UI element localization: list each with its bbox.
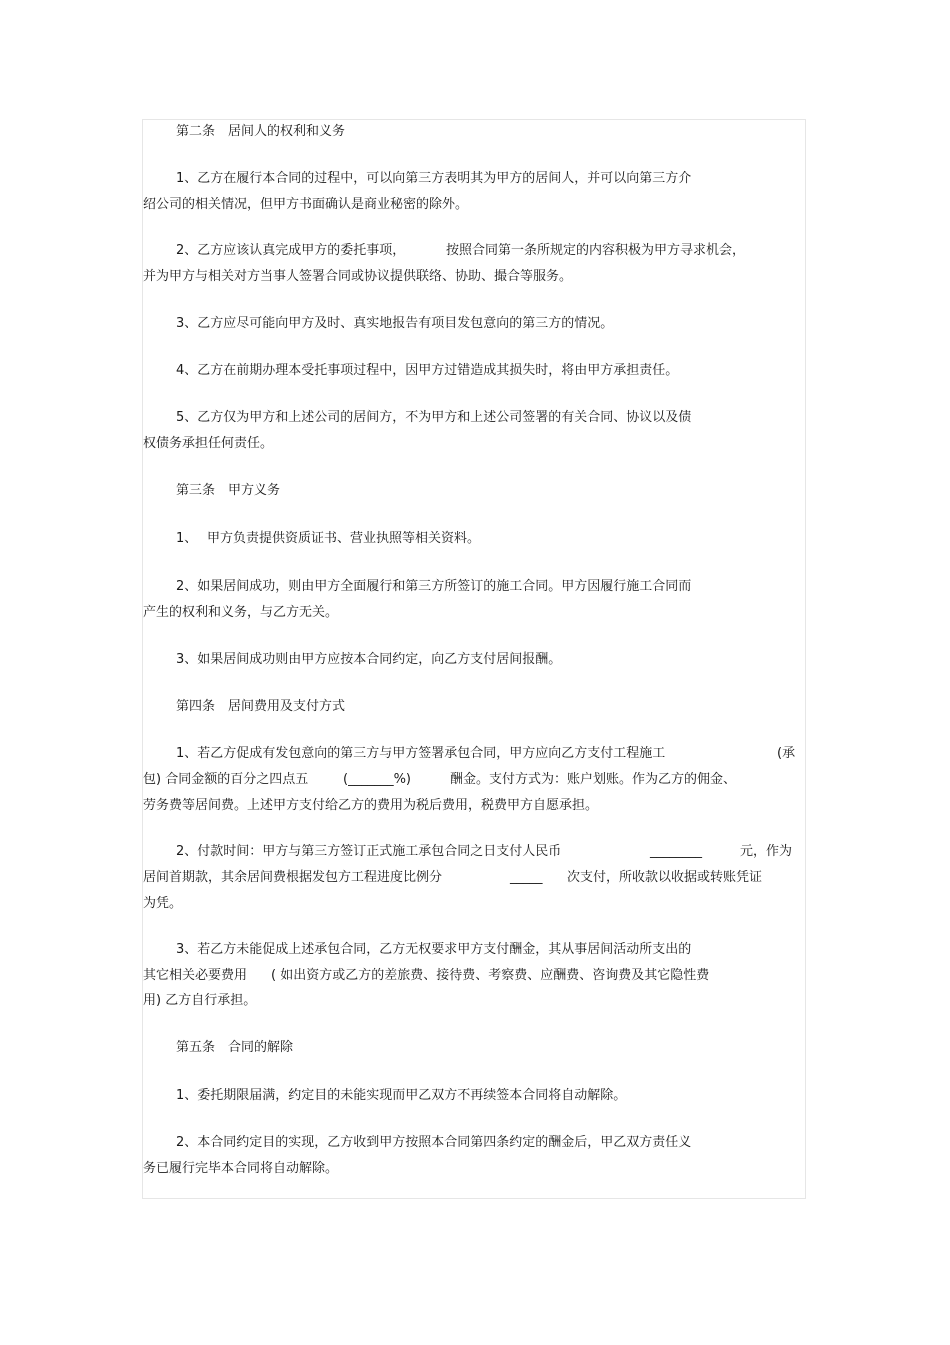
article-3-heading: 第三条 甲方义务 — [176, 483, 281, 498]
article-2-clause-1-line-2: 绍公司的相关情况，但甲方书面确认是商业秘密的除外。 — [143, 197, 469, 212]
article-4-clause-2-line-2b: _____ — [510, 870, 543, 885]
article-4-clause-1-line-2b: (_______%) — [343, 772, 411, 787]
article-4-clause-3-line-2b: ( 如出资方或乙方的差旅费、接待费、考察费、应酬费、咨询费及其它隐性费 — [271, 968, 710, 983]
article-2-heading: 第二条 居间人的权利和义务 — [176, 124, 346, 139]
article-2-clause-1-line-1: 1、乙方在履行本合同的过程中，可以向第三方表明其为甲方的居间人，并可以向第三方介 — [176, 171, 692, 186]
article-5-clause-2-line-2: 务已履行完毕本合同将自动解除。 — [143, 1161, 339, 1176]
article-4-clause-2-line-3: 为凭。 — [143, 896, 183, 911]
article-4-heading: 第四条 居间费用及支付方式 — [176, 699, 346, 714]
article-3-clause-3: 3、如果居间成功则由甲方应按本合同约定，向乙方支付居间报酬。 — [176, 652, 562, 667]
article-4-clause-2-line-1a: 2、付款时间：甲方与第三方签订正式施工承包合同之日支付人民币 — [176, 844, 562, 859]
article-2-clause-4: 4、乙方在前期办理本受托事项过程中，因甲方过错造成其损失时，将由甲方承担责任。 — [176, 363, 679, 378]
article-5-heading: 第五条 合同的解除 — [176, 1040, 294, 1055]
article-3-clause-1-number: 1、 — [176, 531, 198, 546]
article-2-clause-5-line-2: 权债务承担任何责任。 — [143, 436, 274, 451]
article-4-clause-3-line-1: 3、若乙方未能促成上述承包合同，乙方无权要求甲方支付酬金，其从事居间活动所支出的 — [176, 942, 692, 957]
article-2-clause-2-line-2: 并为甲方与相关对方当事人签署合同或协议提供联络、协助、撮合等服务。 — [143, 269, 573, 284]
article-4-clause-1-line-2a: 包) 合同金额的百分之四点五 — [143, 772, 309, 787]
article-4-clause-2-line-2a: 居间首期款，其余居间费根据发包方工程进度比例分 — [143, 870, 443, 885]
article-3-clause-1-text: 甲方负责提供资质证书、营业执照等相关资料。 — [207, 531, 481, 546]
article-2-clause-2-line-1a: 2、乙方应该认真完成甲方的委托事项， — [176, 243, 406, 258]
article-2-clause-2-line-1b: 按照合同第一条所规定的内容积极为甲方寻求机会， — [446, 243, 746, 258]
article-5-clause-1: 1、委托期限届满，约定目的未能实现而甲乙双方不再续签本合同将自动解除。 — [176, 1088, 627, 1103]
article-4-clause-1-line-1b: (承 — [777, 746, 796, 761]
article-4-clause-1-line-3: 劳务费等居间费。上述甲方支付给乙方的费用为税后费用，税费甲方自愿承担。 — [143, 798, 599, 813]
article-4-clause-1-line-2c: 酬金。支付方式为：账户划账。作为乙方的佣金、 — [450, 772, 737, 787]
article-4-clause-3-line-3: 用) 乙方自行承担。 — [143, 993, 257, 1008]
article-2-clause-5-line-1: 5、乙方仅为甲方和上述公司的居间方，不为甲方和上述公司签署的有关合同、协议以及债 — [176, 410, 692, 425]
article-4-clause-2-line-1b: ________ — [650, 844, 702, 859]
article-3-clause-2-line-1: 2、如果居间成功，则由甲方全面履行和第三方所签订的施工合同。甲方因履行施工合同而 — [176, 579, 692, 594]
article-3-clause-2-line-2: 产生的权利和义务，与乙方无关。 — [143, 605, 339, 620]
article-4-clause-3-line-2a: 其它相关必要费用 — [143, 968, 248, 983]
article-4-clause-1-line-1a: 1、若乙方促成有发包意向的第三方与甲方签署承包合同，甲方应向乙方支付工程施工 — [176, 746, 666, 761]
article-5-clause-2-line-1: 2、本合同约定目的实现，乙方收到甲方按照本合同第四条约定的酬金后，甲乙双方责任义 — [176, 1135, 692, 1150]
article-4-clause-2-line-1c: 元，作为 — [740, 844, 793, 859]
article-2-clause-3: 3、乙方应尽可能向甲方及时、真实地报告有项目发包意向的第三方的情况。 — [176, 316, 614, 331]
article-4-clause-2-line-2c: 次支付，所收款以收据或转账凭证 — [567, 870, 763, 885]
